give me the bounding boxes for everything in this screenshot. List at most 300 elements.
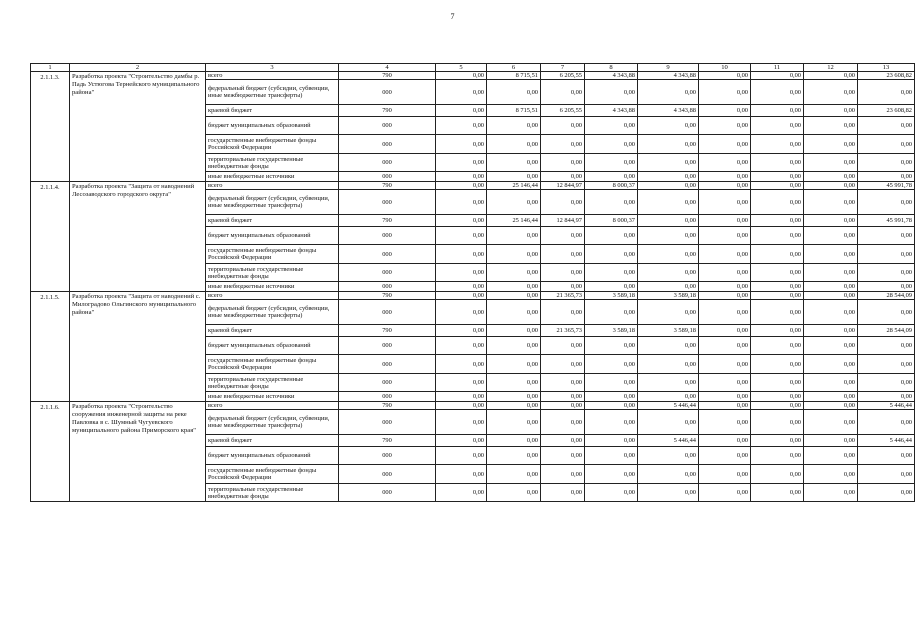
column-number: 3 [206,64,339,72]
amount-cell: 0,00 [436,484,487,502]
amount-cell: 0,00 [858,172,915,182]
amount-cell: 0,00 [699,402,751,410]
amount-cell: 0,00 [699,135,751,154]
amount-cell: 0,00 [804,282,858,292]
funding-source: всего [206,292,339,300]
column-number: 4 [339,64,436,72]
amount-cell: 0,00 [487,172,541,182]
column-number: 13 [858,64,915,72]
amount-cell: 0,00 [487,135,541,154]
amount-cell: 0,00 [751,105,804,117]
amount-cell: 21 365,73 [541,325,585,337]
amount-cell: 0,00 [436,337,487,355]
project-name: Разработка проекта "Защита от наводнений Лесозаводского городского округа" [70,182,206,292]
amount-cell: 0,00 [699,325,751,337]
funding-source: всего [206,402,339,410]
amount-cell: 0,00 [751,325,804,337]
funding-source: краевой бюджет [206,105,339,117]
funding-source: федеральный бюджет (субсидии, субвенции, иные межбюджетные трансферты) [206,80,339,105]
amount-cell: 0,00 [585,80,638,105]
amount-cell: 0,00 [487,282,541,292]
amount-cell: 0,00 [436,215,487,227]
amount-cell: 21 365,73 [541,292,585,300]
amount-cell: 0,00 [585,392,638,402]
amount-cell: 0,00 [638,227,699,245]
amount-cell: 0,00 [804,227,858,245]
amount-cell: 0,00 [858,135,915,154]
project-code: 2.1.1.4. [31,182,70,292]
amount-cell: 0,00 [541,264,585,282]
amount-cell: 0,00 [487,447,541,465]
amount-cell: 0,00 [804,80,858,105]
budget-code: 790 [339,435,436,447]
amount-cell: 0,00 [858,227,915,245]
column-number: 2 [70,64,206,72]
amount-cell: 0,00 [638,172,699,182]
amount-cell: 0,00 [436,182,487,190]
table-body [31,64,915,502]
amount-cell: 0,00 [638,337,699,355]
funding-source: всего [206,72,339,80]
budget-code: 000 [339,447,436,465]
amount-cell: 0,00 [541,154,585,172]
amount-cell: 0,00 [585,355,638,374]
amount-cell: 0,00 [638,117,699,135]
amount-cell: 0,00 [436,392,487,402]
column-number: 11 [751,64,804,72]
amount-cell: 23 608,82 [858,105,915,117]
amount-cell: 0,00 [638,392,699,402]
amount-cell: 8 715,51 [487,72,541,80]
budget-code: 000 [339,227,436,245]
amount-cell: 0,00 [858,80,915,105]
column-number: 12 [804,64,858,72]
amount-cell: 0,00 [541,402,585,410]
column-number: 9 [638,64,699,72]
budget-code: 000 [339,392,436,402]
amount-cell: 0,00 [436,282,487,292]
amount-cell: 12 844,97 [541,182,585,190]
project-name: Разработка проекта "Защита от наводнений с. Милоградово Ольгинского муниципального района" [70,292,206,402]
amount-cell: 0,00 [804,484,858,502]
amount-cell: 0,00 [487,337,541,355]
amount-cell: 0,00 [585,374,638,392]
amount-cell: 4 343,88 [638,105,699,117]
amount-cell: 0,00 [751,484,804,502]
amount-cell: 0,00 [487,227,541,245]
amount-cell: 0,00 [436,435,487,447]
amount-cell: 0,00 [804,392,858,402]
amount-cell: 0,00 [751,447,804,465]
amount-cell: 0,00 [638,447,699,465]
column-number: 5 [436,64,487,72]
amount-cell: 0,00 [487,392,541,402]
table-row [31,402,915,410]
amount-cell: 0,00 [541,172,585,182]
budget-code: 000 [339,190,436,215]
amount-cell: 0,00 [699,374,751,392]
amount-cell: 0,00 [751,392,804,402]
amount-cell: 0,00 [751,227,804,245]
table-row [31,292,915,300]
funding-source: территориальные государственные внебюджетные фонды [206,264,339,282]
amount-cell: 0,00 [541,392,585,402]
funding-source: иные внебюджетные источники [206,392,339,402]
amount-cell: 0,00 [699,190,751,215]
amount-cell: 0,00 [436,447,487,465]
amount-cell: 5 446,44 [858,435,915,447]
amount-cell: 0,00 [585,484,638,502]
amount-cell: 0,00 [541,117,585,135]
amount-cell: 0,00 [804,374,858,392]
amount-cell: 0,00 [487,355,541,374]
amount-cell: 0,00 [487,80,541,105]
amount-cell: 0,00 [751,402,804,410]
amount-cell: 0,00 [436,374,487,392]
amount-cell: 0,00 [638,80,699,105]
amount-cell: 0,00 [804,402,858,410]
funding-source: краевой бюджет [206,215,339,227]
amount-cell: 0,00 [436,325,487,337]
amount-cell: 0,00 [804,435,858,447]
funding-source: государственные внебюджетные фонды Российской Федерации [206,355,339,374]
budget-code: 000 [339,337,436,355]
amount-cell: 0,00 [858,465,915,484]
amount-cell: 25 146,44 [487,215,541,227]
amount-cell: 0,00 [699,245,751,264]
amount-cell: 0,00 [804,154,858,172]
amount-cell: 0,00 [541,227,585,245]
amount-cell: 4 343,88 [585,72,638,80]
amount-cell: 0,00 [804,117,858,135]
amount-cell: 0,00 [436,154,487,172]
amount-cell: 0,00 [699,484,751,502]
amount-cell: 0,00 [804,264,858,282]
amount-cell: 0,00 [487,245,541,264]
funding-source: иные внебюджетные источники [206,172,339,182]
amount-cell: 0,00 [638,410,699,435]
amount-cell: 0,00 [585,245,638,264]
amount-cell: 5 446,44 [858,402,915,410]
amount-cell: 0,00 [804,355,858,374]
funding-source: государственные внебюджетные фонды Российской Федерации [206,245,339,264]
amount-cell: 0,00 [541,484,585,502]
budget-code: 000 [339,154,436,172]
funding-source: бюджет муниципальных образований [206,447,339,465]
amount-cell: 8 715,51 [487,105,541,117]
amount-cell: 12 844,97 [541,215,585,227]
budget-code: 000 [339,484,436,502]
budget-code: 790 [339,105,436,117]
amount-cell: 0,00 [699,410,751,435]
amount-cell: 0,00 [751,190,804,215]
amount-cell: 0,00 [541,300,585,325]
amount-cell: 0,00 [804,215,858,227]
amount-cell: 0,00 [751,215,804,227]
amount-cell: 0,00 [487,402,541,410]
amount-cell: 0,00 [487,484,541,502]
amount-cell: 0,00 [751,282,804,292]
amount-cell: 0,00 [804,72,858,80]
table-row [31,72,915,80]
amount-cell: 0,00 [436,465,487,484]
amount-cell: 0,00 [585,172,638,182]
amount-cell: 0,00 [751,300,804,325]
amount-cell: 0,00 [858,337,915,355]
amount-cell: 0,00 [751,264,804,282]
amount-cell: 0,00 [585,402,638,410]
amount-cell: 0,00 [541,410,585,435]
amount-cell: 4 343,88 [638,72,699,80]
column-number: 7 [541,64,585,72]
amount-cell: 0,00 [487,154,541,172]
amount-cell: 0,00 [804,410,858,435]
amount-cell: 0,00 [638,374,699,392]
budget-code: 790 [339,182,436,190]
amount-cell: 0,00 [436,264,487,282]
amount-cell: 45 991,78 [858,215,915,227]
amount-cell: 0,00 [804,337,858,355]
amount-cell: 0,00 [804,105,858,117]
amount-cell: 0,00 [804,182,858,190]
amount-cell: 0,00 [585,435,638,447]
amount-cell: 0,00 [699,300,751,325]
budget-code: 000 [339,410,436,435]
amount-cell: 0,00 [699,447,751,465]
amount-cell: 3 589,18 [585,325,638,337]
amount-cell: 0,00 [858,300,915,325]
project-name: Разработка проекта "Строительство дамбы р. Падь Устюгова Тернейского муниципального района" [70,72,206,182]
amount-cell: 0,00 [699,154,751,172]
amount-cell: 0,00 [858,392,915,402]
funding-source: всего [206,182,339,190]
amount-cell: 0,00 [751,435,804,447]
amount-cell: 25 146,44 [487,182,541,190]
amount-cell: 0,00 [487,435,541,447]
amount-cell: 0,00 [638,135,699,154]
amount-cell: 0,00 [858,117,915,135]
amount-cell: 0,00 [541,135,585,154]
budget-code: 000 [339,374,436,392]
amount-cell: 0,00 [436,227,487,245]
amount-cell: 0,00 [585,337,638,355]
amount-cell: 0,00 [858,374,915,392]
amount-cell: 0,00 [487,374,541,392]
budget-code: 000 [339,117,436,135]
amount-cell: 0,00 [541,374,585,392]
amount-cell: 0,00 [487,190,541,215]
budget-code: 000 [339,80,436,105]
funding-source: федеральный бюджет (субсидии, субвенции, иные межбюджетные трансферты) [206,410,339,435]
amount-cell: 0,00 [436,292,487,300]
amount-cell: 0,00 [436,245,487,264]
amount-cell: 0,00 [487,465,541,484]
amount-cell: 0,00 [699,105,751,117]
amount-cell: 3 589,18 [638,292,699,300]
amount-cell: 0,00 [638,182,699,190]
amount-cell: 0,00 [638,282,699,292]
budget-code: 000 [339,300,436,325]
amount-cell: 0,00 [436,105,487,117]
funding-source: территориальные государственные внебюджетные фонды [206,484,339,502]
amount-cell: 0,00 [436,172,487,182]
amount-cell: 0,00 [858,282,915,292]
amount-cell: 0,00 [638,484,699,502]
amount-cell: 0,00 [751,172,804,182]
budget-code: 790 [339,72,436,80]
amount-cell: 0,00 [751,292,804,300]
amount-cell: 0,00 [699,80,751,105]
column-number: 8 [585,64,638,72]
amount-cell: 0,00 [699,465,751,484]
amount-cell: 8 000,37 [585,182,638,190]
budget-code: 790 [339,402,436,410]
amount-cell: 0,00 [858,447,915,465]
funding-source: бюджет муниципальных образований [206,227,339,245]
budget-code: 000 [339,172,436,182]
project-code: 2.1.1.3. [31,72,70,182]
amount-cell: 0,00 [436,355,487,374]
amount-cell: 6 205,55 [541,72,585,80]
amount-cell: 0,00 [638,190,699,215]
amount-cell: 45 991,78 [858,182,915,190]
amount-cell: 0,00 [858,190,915,215]
amount-cell: 0,00 [699,227,751,245]
amount-cell: 0,00 [699,355,751,374]
amount-cell: 0,00 [638,264,699,282]
amount-cell: 0,00 [585,117,638,135]
amount-cell: 0,00 [541,447,585,465]
amount-cell: 0,00 [436,72,487,80]
funding-source: бюджет муниципальных образований [206,337,339,355]
funding-source: государственные внебюджетные фонды Российской Федерации [206,465,339,484]
amount-cell: 0,00 [858,410,915,435]
amount-cell: 0,00 [751,135,804,154]
amount-cell: 0,00 [487,117,541,135]
amount-cell: 0,00 [541,245,585,264]
amount-cell: 0,00 [699,282,751,292]
budget-code: 000 [339,355,436,374]
amount-cell: 0,00 [585,300,638,325]
amount-cell: 0,00 [804,172,858,182]
amount-cell: 0,00 [487,264,541,282]
amount-cell: 0,00 [585,227,638,245]
budget-code: 790 [339,325,436,337]
funding-source: государственные внебюджетные фонды Российской Федерации [206,135,339,154]
amount-cell: 0,00 [541,190,585,215]
page-number: 7 [450,12,455,21]
amount-cell: 0,00 [751,117,804,135]
amount-cell: 0,00 [541,282,585,292]
amount-cell: 0,00 [804,135,858,154]
funding-source: территориальные государственные внебюджетные фонды [206,154,339,172]
budget-code: 790 [339,292,436,300]
amount-cell: 0,00 [858,245,915,264]
amount-cell: 0,00 [699,337,751,355]
amount-cell: 0,00 [804,325,858,337]
amount-cell: 8 000,37 [585,215,638,227]
amount-cell: 6 205,55 [541,105,585,117]
amount-cell: 0,00 [436,117,487,135]
column-number: 1 [31,64,70,72]
project-code: 2.1.1.6. [31,402,70,502]
amount-cell: 0,00 [638,465,699,484]
budget-code: 000 [339,245,436,264]
funding-source: краевой бюджет [206,325,339,337]
amount-cell: 0,00 [585,264,638,282]
amount-cell: 0,00 [541,465,585,484]
amount-cell: 3 589,18 [585,292,638,300]
amount-cell: 0,00 [751,154,804,172]
amount-cell: 0,00 [751,465,804,484]
amount-cell: 0,00 [436,190,487,215]
amount-cell: 0,00 [699,172,751,182]
amount-cell: 0,00 [436,300,487,325]
amount-cell: 5 446,44 [638,435,699,447]
amount-cell: 0,00 [751,410,804,435]
amount-cell: 0,00 [541,80,585,105]
project-code: 2.1.1.5. [31,292,70,402]
funding-source: федеральный бюджет (субсидии, субвенции, иные межбюджетные трансферты) [206,300,339,325]
amount-cell: 0,00 [858,355,915,374]
column-number: 10 [699,64,751,72]
amount-cell: 4 343,88 [585,105,638,117]
amount-cell: 0,00 [585,135,638,154]
amount-cell: 0,00 [487,292,541,300]
amount-cell: 0,00 [804,300,858,325]
column-number: 6 [487,64,541,72]
amount-cell: 0,00 [699,435,751,447]
amount-cell: 0,00 [638,245,699,264]
amount-cell: 0,00 [858,154,915,172]
amount-cell: 0,00 [541,355,585,374]
funding-source: федеральный бюджет (субсидии, субвенции, иные межбюджетные трансферты) [206,190,339,215]
amount-cell: 0,00 [858,484,915,502]
amount-cell: 0,00 [585,447,638,465]
amount-cell: 0,00 [585,154,638,172]
amount-cell: 0,00 [638,355,699,374]
amount-cell: 0,00 [699,392,751,402]
budget-code: 000 [339,135,436,154]
funding-source: бюджет муниципальных образований [206,117,339,135]
amount-cell: 0,00 [585,410,638,435]
amount-cell: 0,00 [751,80,804,105]
budget-code: 000 [339,282,436,292]
amount-cell: 28 544,09 [858,325,915,337]
amount-cell: 0,00 [638,300,699,325]
funding-source: территориальные государственные внебюджетные фонды [206,374,339,392]
amount-cell: 0,00 [541,337,585,355]
amount-cell: 0,00 [751,355,804,374]
amount-cell: 0,00 [804,245,858,264]
amount-cell: 0,00 [804,190,858,215]
amount-cell: 0,00 [436,80,487,105]
amount-cell: 0,00 [751,72,804,80]
amount-cell: 0,00 [699,182,751,190]
budget-table [30,63,915,502]
amount-cell: 0,00 [436,135,487,154]
amount-cell: 0,00 [858,264,915,282]
funding-source: иные внебюджетные источники [206,282,339,292]
amount-cell: 0,00 [585,465,638,484]
amount-cell: 0,00 [585,190,638,215]
amount-cell: 0,00 [699,292,751,300]
funding-source: краевой бюджет [206,435,339,447]
amount-cell: 0,00 [541,435,585,447]
amount-cell: 0,00 [804,292,858,300]
amount-cell: 5 446,44 [638,402,699,410]
amount-cell: 0,00 [699,72,751,80]
